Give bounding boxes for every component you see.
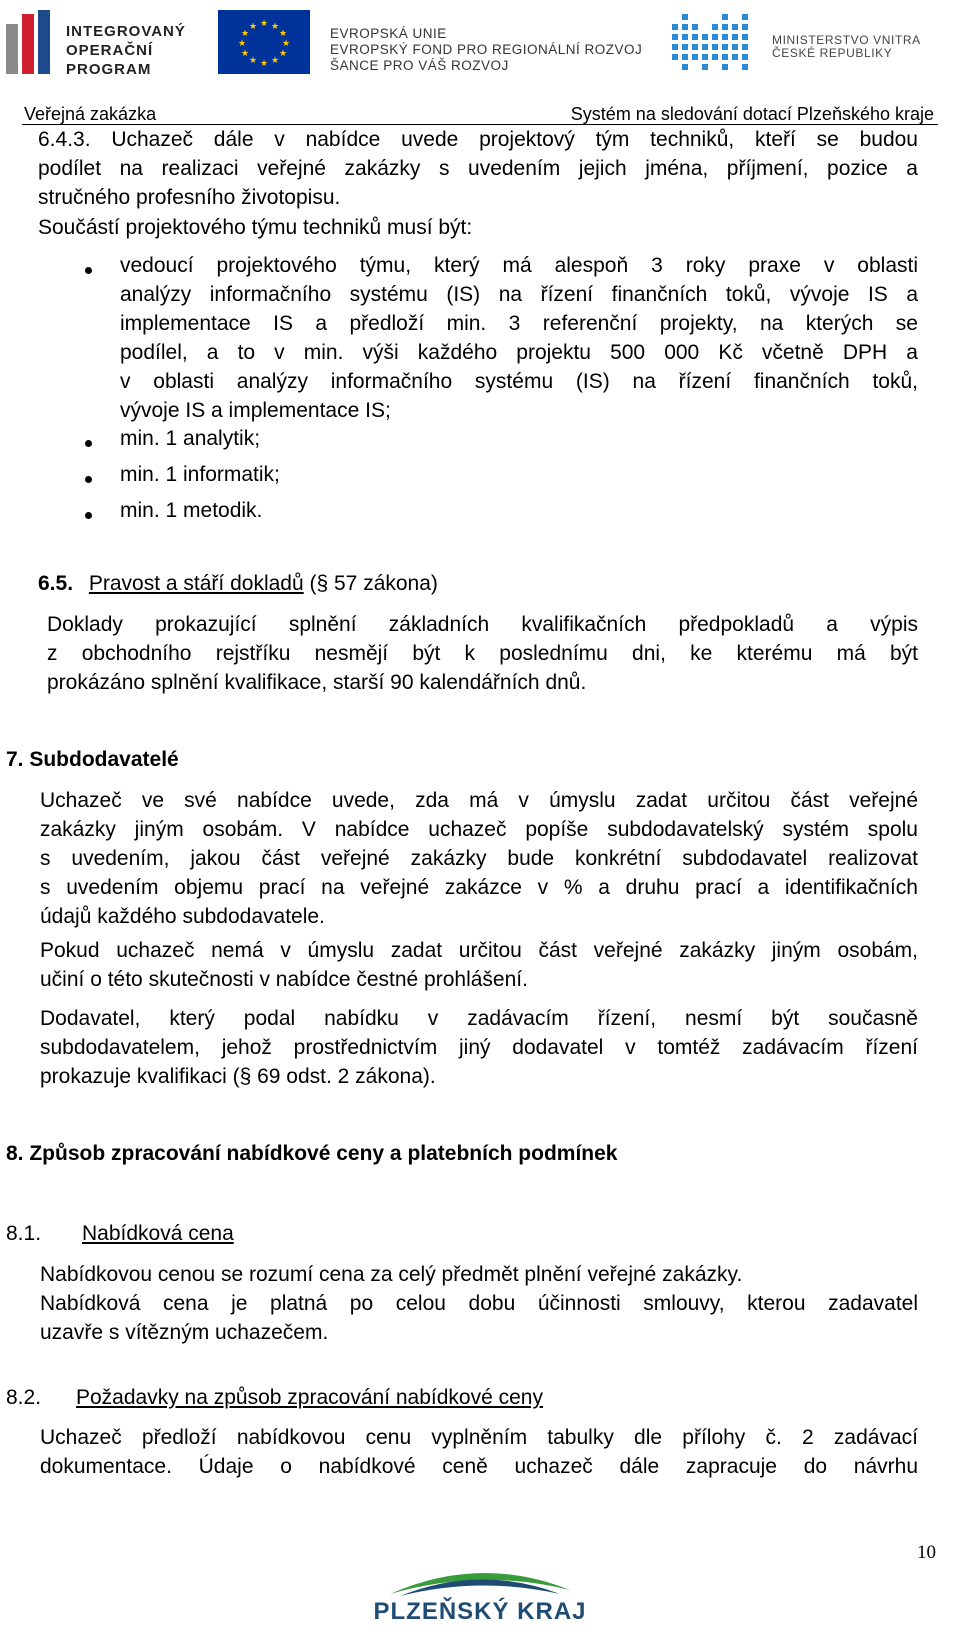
svg-text:★: ★ — [270, 22, 280, 32]
paragraph-line: Nabídkovou cenou se rozumí cena za celý předmět plnění veřejné zakázky. — [40, 1263, 743, 1286]
bullet-line: implementace IS a předloží min. 3 referenční projekty, na kterých se — [120, 312, 918, 335]
bullet-item-informatics: min. 1 informatik; — [120, 463, 280, 486]
section-7-paragraph-1 — [40, 786, 918, 931]
svg-text:★: ★ — [240, 29, 250, 39]
svg-text:★: ★ — [281, 39, 291, 49]
paragraph-line: Uchazeč předloží nabídkovou cenu vyplněním tabulky dle přílohy č. 2 zadávací — [40, 1426, 918, 1449]
svg-text:★: ★ — [248, 56, 258, 66]
ministry-logo-icon — [672, 14, 760, 76]
section-8-2-body — [40, 1423, 918, 1481]
section-7-paragraph-3 — [40, 1004, 918, 1091]
logo-strip — [0, 0, 960, 110]
paragraph-line: s uvedením, jakou část veřejné zakázky bude konkrétní subdodavatel realizovat — [40, 847, 918, 870]
section-6-4-3 — [38, 125, 918, 212]
plzensky-kraj-logo — [370, 1560, 590, 1630]
section-8-1-number: 8.1. — [6, 1222, 42, 1245]
section-7-heading: 7. Subdodavatelé — [6, 748, 179, 771]
svg-text:★: ★ — [248, 22, 258, 32]
header-left: Veřejná zakázka — [24, 104, 157, 124]
paragraph-line: z obchodního rejstříku nesmějí být k poslednímu dni, ke kterému má být — [47, 642, 918, 665]
eu-flag-icon — [218, 10, 310, 74]
paragraph-line: Pokud uchazeč nemá v úmyslu zadat určitou část veřejné zakázky jiným osobám, — [40, 939, 918, 962]
svg-text:★: ★ — [237, 39, 247, 49]
ministry-logo-text: MINISTERSTVO VNITRA ČESKÉ REPUBLIKY — [772, 33, 921, 60]
paragraph-line: subdodavatelem, jehož prostřednictvím jiný dodavatel v tomtéž zadávacím řízení — [40, 1036, 918, 1059]
paragraph-line: podílet na realizaci veřejné zakázky s uvedením jejich jména, příjmení, pozice a — [38, 157, 918, 180]
paragraph-line: učiní o této skutečnosti v nabídce čestné prohlášení. — [40, 968, 528, 991]
header-right: Systém na sledování dotací Plzeňského kraje — [570, 104, 934, 124]
section-8-1-body — [40, 1260, 918, 1347]
paragraph-line: 6.4.3. Uchazeč dále v nabídce uvede projektový tým techniků, kteří se budou — [38, 128, 918, 151]
page-number: 10 — [917, 1542, 936, 1563]
paragraph-line: prokazuje kvalifikaci (§ 69 odst. 2 zákona). — [40, 1065, 436, 1088]
section-number: 6.5. — [38, 572, 74, 595]
plzensky-kraj-swoosh-icon — [370, 1560, 590, 1600]
section-6-5-heading — [38, 569, 438, 598]
bullet-line: podílel, a to v min. výši každého projektu 500 000 Kč včetně DPH a — [120, 341, 918, 364]
section-6-5-body — [47, 610, 918, 697]
paragraph-line: s uvedením objemu prací na veřejné zakázce v % a druhu prací a identifikačních — [40, 876, 918, 899]
paragraph-line: Nabídková cena je platná po celou dobu účinnosti smlouvy, kterou zadavatel — [40, 1292, 918, 1315]
svg-text:★: ★ — [278, 29, 288, 39]
section-8-2-number: 8.2. — [6, 1386, 42, 1409]
eu-logo-text: EVROPSKÁ UNIE EVROPSKÝ FOND PRO REGIONÁLNÍ ROZVOJ ŠANCE PRO VÁŠ ROZVOJ — [330, 26, 643, 73]
bullet-line: vývoje IS a implementace IS; — [120, 399, 391, 422]
section-7-paragraph-2 — [40, 936, 918, 994]
paragraph-line: prokázáno splnění kvalifikace, starší 90 kalendářních dnů. — [47, 671, 587, 694]
iop-logo-icon — [6, 10, 60, 74]
bullet-line: analýzy informačního systému (IS) na řízení finančních toků, vývoje IS a — [120, 283, 918, 306]
bullet-item-methodologist: min. 1 metodik. — [120, 499, 263, 522]
bullet-line: v oblasti analýzy informačního systému (IS) na řízení finančních toků, — [120, 370, 918, 393]
svg-text:★: ★ — [240, 49, 250, 59]
paragraph-line: stručného profesního životopisu. — [38, 186, 341, 209]
bullet-icon — [85, 476, 92, 483]
bullet-item-analyst: min. 1 analytik; — [120, 427, 261, 450]
bullet-icon — [85, 440, 92, 447]
bullet-icon — [85, 512, 92, 519]
paragraph-line: Dodavatel, který podal nabídku v zadávacím řízení, nesmí být současně — [40, 1007, 918, 1030]
section-ref: (§ 57 zákona) — [303, 572, 438, 595]
section-8-1-title: Nabídková cena — [82, 1222, 234, 1245]
svg-text:★: ★ — [259, 19, 269, 29]
section-8-heading: 8. Způsob zpracování nabídkové ceny a platebních podmínek — [6, 1142, 618, 1165]
paragraph-line: Doklady prokazující splnění základních kvalifikačních předpokladů a výpis — [47, 613, 918, 636]
svg-text:★: ★ — [259, 59, 269, 69]
bullet-item-team-lead — [120, 251, 918, 425]
bullet-line: vedoucí projektového týmu, který má alespoň 3 roky praxe v oblasti — [120, 254, 918, 277]
svg-text:★: ★ — [278, 49, 288, 59]
iop-logo-text: INTEGROVANÝ OPERAČNÍ PROGRAM — [66, 23, 186, 78]
section-title: Pravost a stáří dokladů — [88, 572, 304, 595]
paragraph-line: Uchazeč ve své nabídce uvede, zda má v úmyslu zadat určitou část veřejné — [40, 789, 918, 812]
paragraph-line: zakázky jiným osobám. V nabídce uchazeč popíše subdodavatelský systém spolu — [40, 818, 918, 841]
team-intro: Součástí projektového týmu techniků musí být: — [38, 216, 473, 239]
svg-text:★: ★ — [270, 56, 280, 66]
paragraph-line: údajů každého subdodavatele. — [40, 905, 325, 928]
paragraph-line: uzavře s vítězným uchazečem. — [40, 1321, 329, 1344]
plzensky-kraj-text: PLZEŇSKÝ KRAJ — [373, 1598, 587, 1625]
section-8-2-title: Požadavky na způsob zpracování nabídkové ceny — [76, 1386, 543, 1409]
bullet-icon — [85, 267, 92, 274]
paragraph-line: dokumentace. Údaje o nabídkové ceně uchazeč dále zapracuje do návrhu — [40, 1455, 918, 1478]
